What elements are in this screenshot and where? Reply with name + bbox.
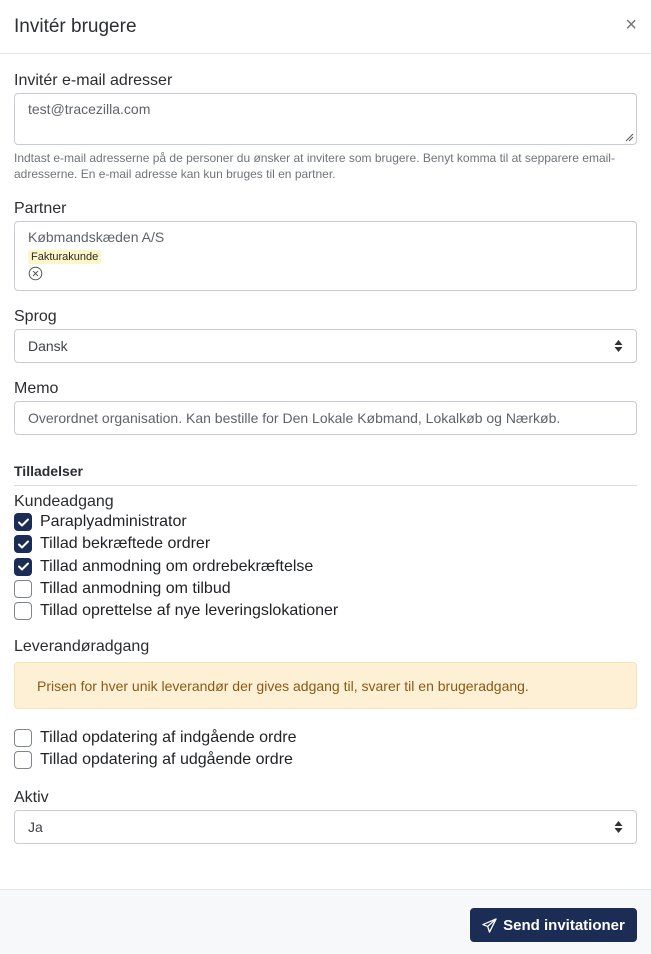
active-value: Ja	[28, 819, 43, 836]
permission-checkbox-row[interactable]	[14, 533, 637, 555]
supplier-price-notice-text: Prisen for hver unik leverandør der gives adgang til, svarer til en brugeradgang.	[37, 677, 529, 694]
clear-icon[interactable]	[28, 266, 43, 281]
permission-label: Tillad opdatering af udgående ordre	[40, 750, 293, 768]
permission-label: Tillad bekræftede ordrer	[40, 535, 211, 553]
permission-checkbox-row[interactable]	[14, 749, 637, 771]
language-select[interactable]	[14, 329, 637, 363]
emails-value: test@tracezilla.com	[28, 101, 151, 117]
customer-access-label: Kundeadgang	[14, 493, 114, 510]
language-value: Dansk	[28, 338, 68, 354]
checkbox-checked[interactable]	[14, 535, 32, 553]
supplier-access-label: Leverandøradgang	[14, 638, 150, 656]
emails-help-text: Indtast e-mail adresserne på de personer du ønsker at invitere som brugere. Benyt komma til at sepparere email-adresserne. En e-mail adresse kan kun bruges til en partner.	[14, 151, 615, 181]
modal-footer	[0, 889, 651, 954]
modal-header	[0, 0, 651, 54]
checkbox-unchecked[interactable]	[14, 729, 32, 747]
paper-plane-icon	[482, 918, 497, 933]
checkbox-checked[interactable]	[14, 558, 32, 576]
supplier-access-list	[14, 726, 637, 771]
checkmark-icon	[18, 562, 29, 571]
sort-arrows-icon	[614, 820, 623, 834]
memo-value: Overordnet organisation. Kan bestille for Den Lokale Købmand, Lokalkøb og Nærkøb.	[28, 410, 561, 426]
memo-input[interactable]	[14, 401, 637, 435]
checkbox-unchecked[interactable]	[14, 580, 32, 598]
supplier-price-notice	[14, 662, 637, 709]
send-invitations-button[interactable]	[470, 908, 637, 942]
emails-label: Invitér e-mail adresser	[14, 72, 173, 89]
checkmark-icon	[18, 518, 29, 527]
checkbox-unchecked[interactable]	[14, 602, 32, 620]
permission-label: Tillad oprettelse af nye leveringslokationer	[40, 602, 339, 620]
emails-textarea[interactable]	[14, 93, 637, 145]
permission-label: Tillad anmodning om tilbud	[40, 580, 231, 598]
modal-title: Invitér brugere	[14, 15, 137, 37]
checkmark-icon	[18, 540, 29, 549]
partner-tag: Fakturakunde	[28, 250, 101, 264]
close-icon[interactable]: ×	[625, 13, 637, 36]
customer-access-list	[14, 511, 637, 622]
permission-checkbox-row[interactable]	[14, 726, 637, 748]
permissions-title: Tilladelser	[14, 463, 637, 486]
permission-label: Paraplyadministrator	[40, 513, 187, 531]
permission-checkbox-row[interactable]	[14, 578, 637, 600]
checkbox-checked[interactable]	[14, 513, 32, 531]
active-select[interactable]	[14, 810, 637, 844]
permission-checkbox-row[interactable]	[14, 511, 637, 533]
permission-label: Tillad anmodning om ordrebekræftelse	[40, 557, 314, 575]
resize-handle-icon[interactable]	[625, 133, 634, 142]
partner-select[interactable]	[14, 221, 637, 291]
language-label: Sprog	[14, 308, 57, 325]
permission-label: Tillad opdatering af indgående ordre	[40, 728, 297, 746]
checkbox-unchecked[interactable]	[14, 751, 32, 769]
partner-label: Partner	[14, 200, 67, 217]
permission-checkbox-row[interactable]	[14, 600, 637, 622]
send-invitations-label: Send invitationer	[503, 916, 625, 934]
sort-arrows-icon	[614, 339, 623, 353]
modal-body	[0, 54, 651, 844]
active-label: Aktiv	[14, 789, 49, 807]
memo-label: Memo	[14, 380, 59, 397]
permission-checkbox-row[interactable]	[14, 556, 637, 578]
partner-value: Købmandskæden A/S	[28, 229, 165, 245]
